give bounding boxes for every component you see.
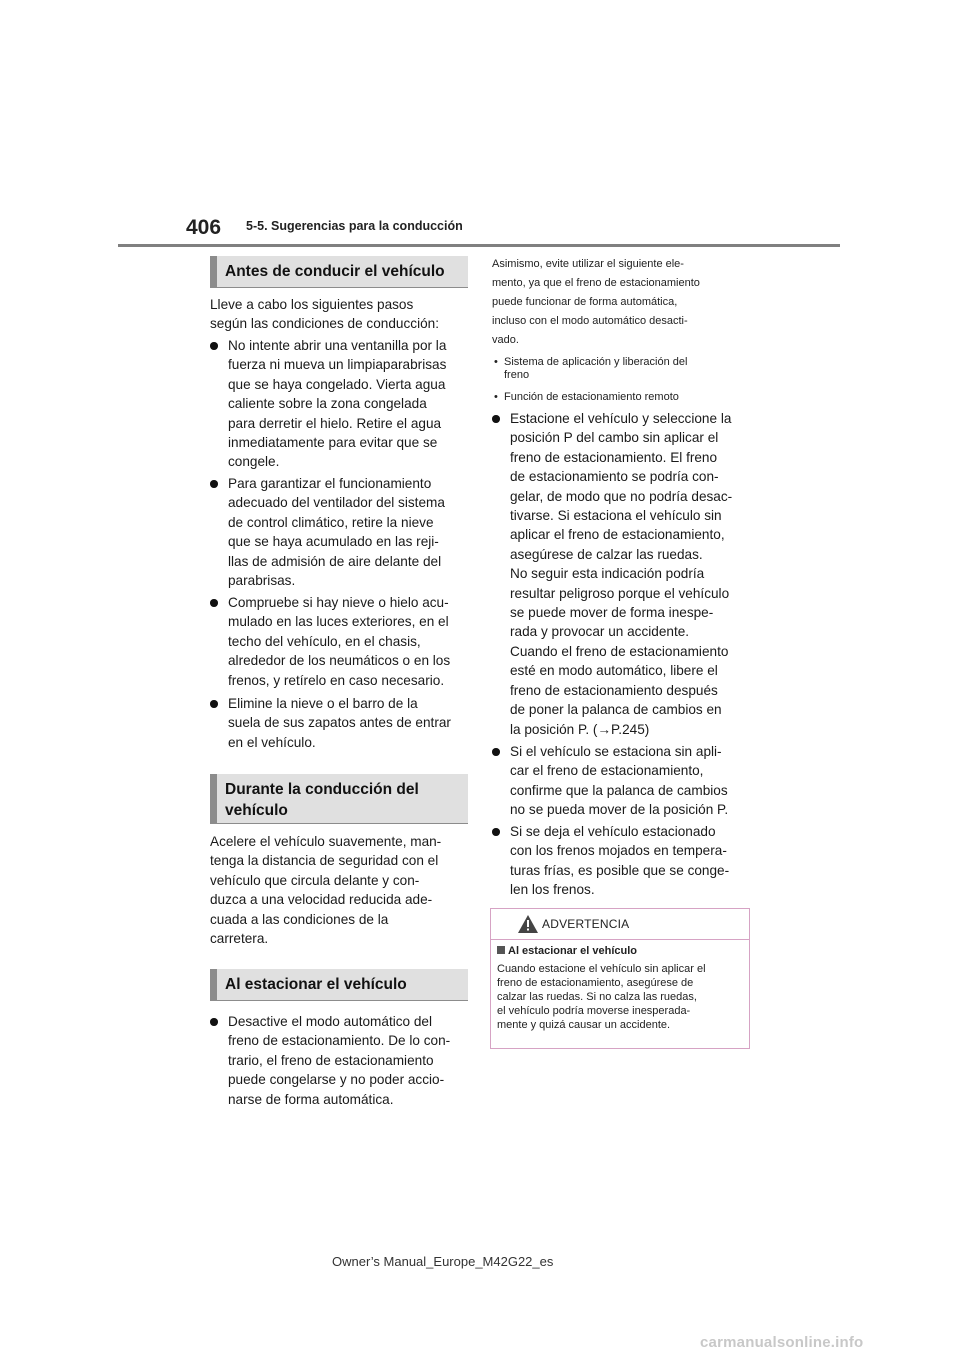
heading-before-driving: Antes de conducir el vehículo xyxy=(210,256,468,288)
section-title: 5-5. Sugerencias para la conducción xyxy=(246,219,463,233)
header-rule xyxy=(118,244,840,247)
driving-paragraph: Acelere el vehículo suavemente, man- tenga la distancia de seguridad con el vehículo que circula delante y con- duzca a una velocidad reducida ade- cuada a las condiciones de la carretera. xyxy=(210,834,442,947)
page-number: 406 xyxy=(186,216,222,239)
square-bullet-icon xyxy=(497,946,505,954)
intro-paragraph: Lleve a cabo los siguientes pasos según las condiciones de conducción: xyxy=(210,297,439,332)
heading-parking: Al estacionar el vehículo xyxy=(210,969,468,1001)
warning-box xyxy=(490,908,750,1049)
heading-while-driving: Durante la conducción del vehículo xyxy=(210,774,468,824)
footer-text: Owner’s Manual_Europe_M42G22_es xyxy=(332,1254,554,1269)
warning-title: ADVERTENCIA xyxy=(542,917,630,931)
bullet-dot xyxy=(210,700,218,708)
bullet-dot xyxy=(492,828,500,836)
bullet-dot xyxy=(210,480,218,488)
warning-body: Cuando estacione el vehículo sin aplicar el freno de estacionamiento, asegúrese de calzar las ruedas. Si no calza las ruedas, el vehículo podría moverse inesperada- mente y quizá causar un accidente. xyxy=(497,963,706,1031)
bullet-dot xyxy=(492,415,500,423)
bullet-dot xyxy=(210,342,218,350)
right-intro-paragraph: Asimismo, evite utilizar el siguiente ele- mento, ya que el freno de estacionamiento puede funcionar de forma automática, incluso con el modo automático desacti- vado. xyxy=(492,258,700,346)
bullet-dot xyxy=(210,1018,218,1026)
warning-subheading: Al estacionar el vehículo xyxy=(497,945,637,957)
warning-triangle-icon xyxy=(518,915,538,933)
bullet-dot xyxy=(210,599,218,607)
watermark: carmanualsonline.info xyxy=(700,1334,864,1351)
warning-header xyxy=(491,909,749,940)
bullet-dot xyxy=(492,748,500,756)
